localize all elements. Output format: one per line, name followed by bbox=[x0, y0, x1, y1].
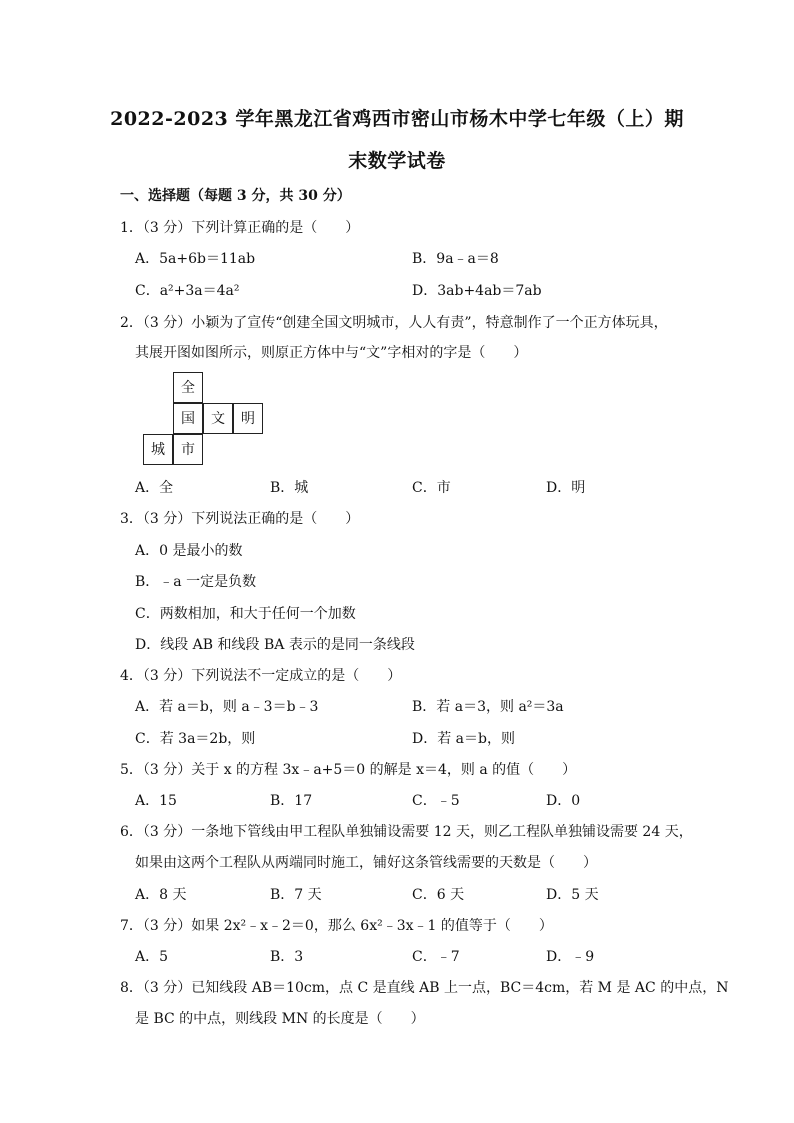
question-3-option-a: A．0 是最小的数 bbox=[135, 543, 243, 559]
section-heading: 一、选择题（每题 3 分，共 30 分） bbox=[120, 188, 351, 204]
question-5-option-d: D．0 bbox=[546, 793, 581, 809]
exam-title-line2: 末数学试卷 bbox=[348, 150, 446, 172]
question-4-option-a: A．若 a＝b，则 a﹣3＝b﹣3 bbox=[135, 699, 319, 715]
question-2-option-c: C．市 bbox=[412, 480, 451, 496]
question-8-stem-line1: 8．（3 分）已知线段 AB＝10cm，点 C 是直线 AB 上一点，BC＝4cm，若 M 是 AC 的中点，N bbox=[120, 980, 729, 996]
net-cell: 城 bbox=[143, 434, 173, 465]
net-cell: 明 bbox=[233, 403, 263, 434]
exam-title-line1: 2022-2023 学年黑龙江省鸡西市密山市杨木中学七年级（上）期 bbox=[110, 108, 684, 130]
question-7-option-a: A．5 bbox=[135, 949, 169, 965]
question-2-stem-line1: 2．（3 分）小颖为了宣传“创建全国文明城市，人人有责”，特意制作了一个正方体玩具， bbox=[120, 315, 668, 331]
question-1-option-d: D．3ab+4ab＝7ab bbox=[412, 283, 542, 299]
question-8-stem-line2: 是 BC 的中点，则线段 MN 的长度是（ ） bbox=[135, 1011, 425, 1027]
question-4-stem: 4．（3 分）下列说法不一定成立的是（ ） bbox=[120, 668, 402, 684]
net-cell: 全 bbox=[173, 372, 203, 403]
question-3-stem: 3．（3 分）下列说法正确的是（ ） bbox=[120, 511, 360, 527]
question-5-option-c: C．﹣5 bbox=[412, 793, 460, 809]
question-2-option-b: B．城 bbox=[270, 480, 309, 496]
question-4-option-b: B．若 a＝3，则 a²＝3a bbox=[412, 699, 564, 715]
question-6-stem-line1: 6．（3 分）一条地下管线由甲工程队单独铺设需要 12 天，则乙工程队单独铺设需要 24 天， bbox=[120, 824, 693, 840]
question-5-option-a: A．15 bbox=[135, 793, 177, 809]
question-5-stem: 5．（3 分）关于 x 的方程 3x﹣a+5＝0 的解是 x＝4，则 a 的值（ ） bbox=[120, 762, 577, 778]
question-7-option-d: D．﹣9 bbox=[546, 949, 595, 965]
question-6-option-a: A．8 天 bbox=[135, 887, 187, 903]
net-cell: 市 bbox=[173, 434, 203, 465]
net-cell: 文 bbox=[203, 403, 233, 434]
net-cell: 国 bbox=[173, 403, 203, 434]
question-1-option-c: C．a²+3a＝4a² bbox=[135, 283, 240, 299]
question-1-stem: 1．（3 分）下列计算正确的是（ ） bbox=[120, 220, 360, 236]
question-7-option-c: C．﹣7 bbox=[412, 949, 460, 965]
question-1-option-a: A．5a+6b＝11ab bbox=[135, 251, 256, 267]
question-3-option-d: D．线段 AB 和线段 BA 表示的是同一条线段 bbox=[135, 637, 415, 653]
question-1-option-b: B．9a﹣a＝8 bbox=[412, 251, 499, 267]
question-6-option-c: C．6 天 bbox=[412, 887, 465, 903]
question-7-option-b: B．3 bbox=[270, 949, 304, 965]
question-3-option-b: B．﹣a 一定是负数 bbox=[135, 574, 257, 590]
question-2-option-d: D．明 bbox=[546, 480, 586, 496]
question-7-stem: 7．（3 分）如果 2x²﹣x﹣2＝0，那么 6x²﹣3x﹣1 的值等于（ ） bbox=[120, 918, 553, 934]
question-4-option-c: C．若 3a＝2b，则 bbox=[135, 731, 256, 747]
question-6-option-d: D．5 天 bbox=[546, 887, 599, 903]
question-4-option-d: D．若 a＝b，则 bbox=[412, 731, 515, 747]
question-2-option-a: A．全 bbox=[135, 480, 174, 496]
question-5-option-b: B．17 bbox=[270, 793, 313, 809]
question-2-stem-line2: 其展开图如图所示，则原正方体中与“文”字相对的字是（ ） bbox=[135, 345, 528, 361]
question-6-option-b: B．7 天 bbox=[270, 887, 322, 903]
question-6-stem-line2: 如果由这两个工程队从两端同时施工，铺好这条管线需要的天数是（ ） bbox=[135, 855, 597, 871]
question-3-option-c: C．两数相加，和大于任何一个加数 bbox=[135, 606, 356, 622]
